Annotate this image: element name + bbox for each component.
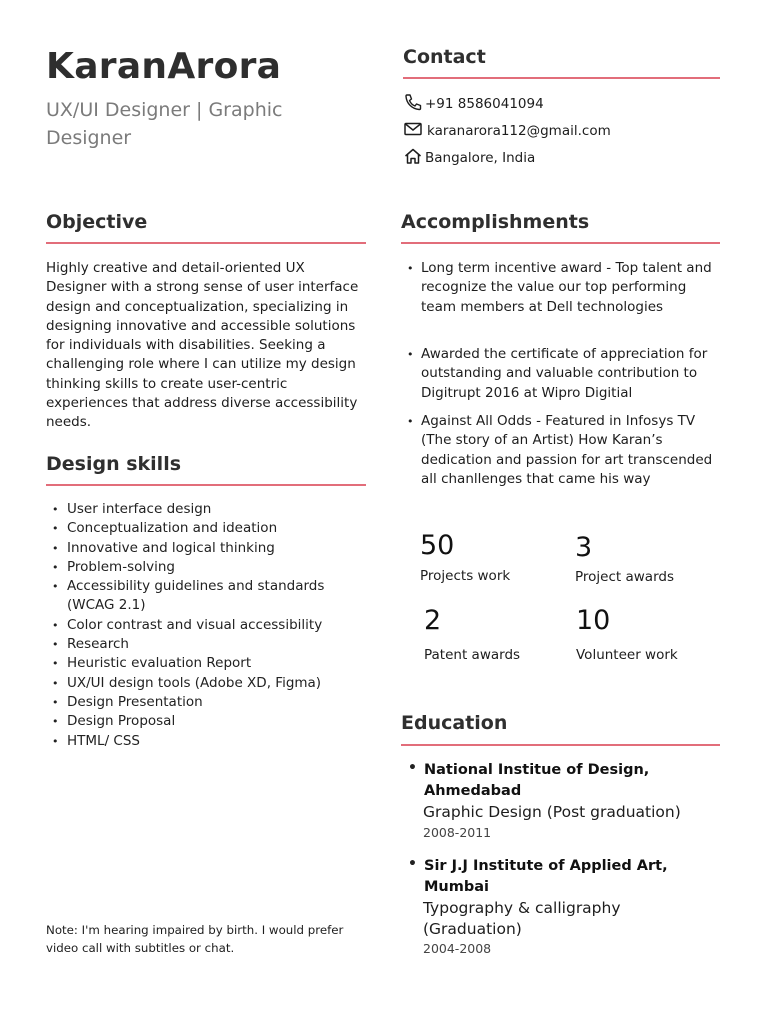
skill-item: • UX/UI design tools (Adobe XD, Figma) <box>46 674 366 693</box>
skill-item: • Innovative and logical thinking <box>46 539 366 558</box>
contact-email-text[interactable]: karanarora112@gmail.com <box>427 123 611 139</box>
skill-item: • User interface design <box>46 500 366 519</box>
education-institution: Sir J.J Institute of Applied Art, Mumbai <box>424 858 668 895</box>
stat-label: Patent awards <box>424 647 521 663</box>
stat-value: 10 <box>576 605 611 636</box>
contact-phone-text[interactable]: +91 8586041094 <box>425 96 544 112</box>
skill-item: • Accessibility guidelines and standards (WCAG 2.1) <box>46 577 366 616</box>
accomplishment-item: • Long term incentive award - Top talent and recognize the value our top performing team members at Dell technologies <box>403 259 721 317</box>
education-years: 2004-2008 <box>423 941 492 956</box>
skills-list <box>46 500 366 751</box>
education-divider <box>401 744 720 746</box>
accomplishments-heading: Accomplishments <box>401 211 590 233</box>
stat-label: Projects work <box>420 568 511 584</box>
skills-divider <box>46 484 366 486</box>
skill-item: • HTML/ CSS <box>46 732 366 751</box>
objective-heading: Objective <box>46 211 148 233</box>
objective-text: Highly creative and detail-oriented UX Designer with a strong sense of user interface design and conceptualization, specializing in designing innovative and accessible solutions for individuals with disabilities. Seeking a challenging role where I can utilize my design thinking skills to create user-centric experiences that address diverse accessibility needs. <box>46 260 359 431</box>
mail-icon <box>403 120 427 142</box>
candidate-role: UX/UI Designer | Graphic Designer <box>46 99 283 149</box>
contact-location <box>403 147 535 169</box>
stat-label: Project awards <box>575 569 674 585</box>
contact-phone <box>403 93 544 115</box>
skill-item: • Design Presentation <box>46 693 366 712</box>
education-bullet: • <box>408 760 417 776</box>
contact-heading: Contact <box>403 46 486 68</box>
candidate-name: KaranArora <box>46 46 282 87</box>
education-heading: Education <box>401 712 508 734</box>
stat-label: Volunteer work <box>576 647 678 663</box>
accomplishments-divider <box>401 242 720 244</box>
objective-divider <box>46 242 366 244</box>
accomplishment-item: • Against All Odds - Featured in Infosys TV (The story of an Artist) How Karan’s dedication and passion for art transcended all chanllenges that came his way <box>403 412 721 489</box>
education-years: 2008-2011 <box>423 825 492 840</box>
accessibility-note: Note: I'm hearing impaired by birth. I would prefer video call with subtitles or chat. <box>46 923 344 955</box>
education-program: Typography & calligraphy (Graduation) <box>423 899 621 938</box>
contact-location-text: Bangalore, India <box>425 150 536 166</box>
skill-item: • Heuristic evaluation Report <box>46 654 366 673</box>
stat-value: 2 <box>424 605 442 636</box>
skill-item: • Design Proposal <box>46 712 366 731</box>
skills-heading: Design skills <box>46 453 182 475</box>
skill-item: • Conceptualization and ideation <box>46 519 366 538</box>
education-bullet: • <box>408 856 417 872</box>
education-institution: National Institue of Design, Ahmedabad <box>424 762 650 799</box>
stat-value: 50 <box>420 530 455 561</box>
education-program: Graphic Design (Post graduation) <box>423 803 681 821</box>
skill-item: • Color contrast and visual accessibility <box>46 616 366 635</box>
contact-divider <box>403 77 720 79</box>
phone-icon <box>403 93 425 115</box>
skill-item: • Research <box>46 635 366 654</box>
accomplishment-item: • Awarded the certificate of appreciation for outstanding and valuable contribution to Digitrupt 2016 at Wipro Digitial <box>403 345 721 403</box>
home-icon <box>403 147 425 169</box>
contact-email <box>403 120 611 142</box>
stat-value: 3 <box>575 532 593 563</box>
skill-item: • Problem-solving <box>46 558 366 577</box>
